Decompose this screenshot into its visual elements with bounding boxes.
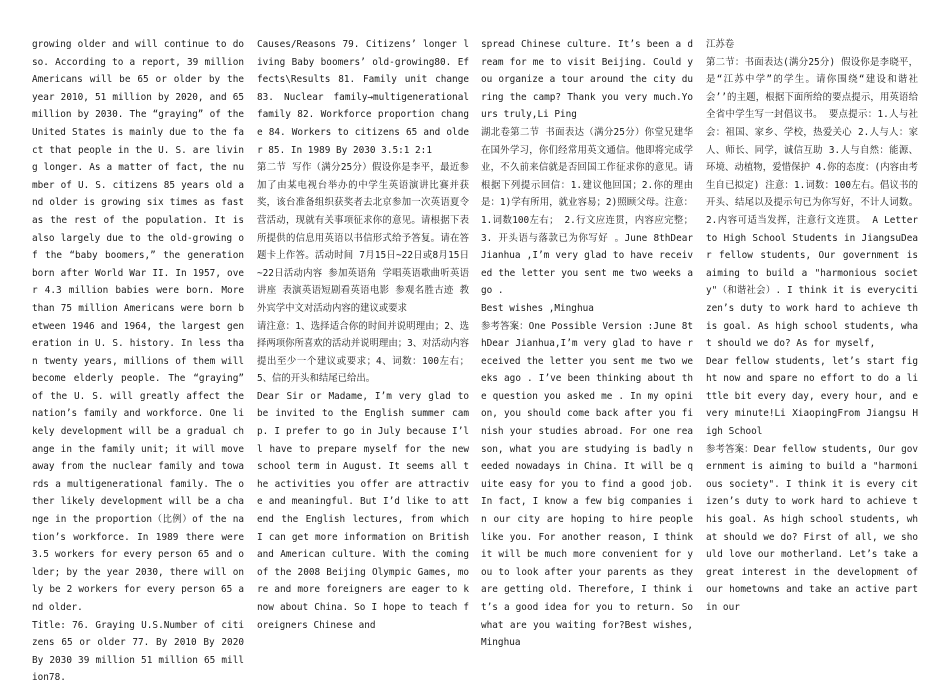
text-column-3	[481, 36, 693, 664]
paragraph: spread Chinese culture. It’s been a dream for me to visit Beijing. Could you organize a tour around the city during the camp? Thank you very much.Yours truly,Li Ping	[481, 39, 693, 121]
text-column-1	[32, 36, 244, 684]
paragraph: Best wishes ,Minghua	[481, 302, 594, 314]
text-column-2	[257, 36, 469, 664]
paragraph: 参考答案：Dear fellow students, Our government is aiming to build a "harmonious society". I think it is every citizen’s duty to work hard to achieve this goal. As high school students, what should we do? First of all, we should love our motherland. Let’s take a great interest in the development of our hometowns and take an active part in our	[706, 443, 918, 613]
paragraph: Dear Sir or Madame, I’m very glad to be invited to the English summer camp. I prefer to go in July because I’ll have to prepare myself for the new school term in August. It seems all the activities you offer are attractive and meaningful. But I’d like to attend the English lectures, from which I can get more information on British and American culture. With the coming of the 2008 Beijing Olympic Games, more and more foreigners are eager to know about China. So I hope to teach foreigners Chinese and	[257, 390, 469, 631]
section-title: 江苏卷	[706, 39, 735, 50]
paragraph: 湖北卷第二节 书面表达（满分25分）你堂兄建华在国外学习，你们经常用英文通信。他即将完成学业，不久前来信就是否回国工作征求你的意见。请根据下列提示回信：1.建议他回国；2.你的理由是：1)学有所用，就业容易；2)照顾父母。注意：1.词数100左右； 2.行文应连贯，内容应完整； 3. 开头语与落款已为你写好 。June 8thDear Jianhua ,I’m very glad to have received the letter you sent me two weeks ago .	[481, 126, 693, 297]
paragraph: Causes/Reasons 79. Citizens’ longer living Baby boomers’ old-growing80. Effects\Results 81. Family unit change 83. Nuclear family→multigenerational family 82. Workforce proportion change 84. Workers to citizens 65 and older 85. In 1989 By 2030 3.5:1 2:1	[257, 39, 469, 156]
paragraph: 参考答案：One Possible Version :June 8thDear Jianhua,I’m very glad to have received the letter you sent me two weeks ago . I’ve been thinking about the question you asked me . In my opinion, you should come back after you finish your studies abroad. For one reason, what you are studying is badly needed nowadays in China. It will be quite easy for you to find a good job. In fact, I know a few big companies in our city are hoping to hire people like you. For another reason, I think it will be much more convenient for you to look after your parents as they are getting old. Therefore, I think it’s a good idea for you to return. So what are you waiting for?Best wishes,Minghua	[481, 320, 693, 649]
paragraph: 第二节：书面表达(满分25分) 假设你是李晓平，是“江苏中学”的学生。请你围绕“建设和谐社会’’的主题，根据下面所给的要点提示，用英语给全省中学生写一封倡议书。 要点提示：1.人与社会：祖国、家乡、学校，热爱关心 2.人与人：家人、师长、同学，诚信互助 3.人与自然：能源、环境、动植物，爱惜保护 4.你的态度：(内容由考生自已拟定) 注意：1.词数：100左右。倡议书的开头、结尾以及提示句已为你写好，不计人词数。2.内容可适当发挥，注意行文连贯。 A Letter to High School Students in JiangsuDear fellow students, Our government is aiming to build a "harmonious society"（和谐社会）. I think it is everycitizen’s duty to work hard to achieve this goal. As high school students, what should we do? As for myself,	[706, 56, 918, 350]
paragraph: growing older and will continue to do so. According to a report, 39 million Americans will be 65 or older by the year 2010, 51 million by 2020, and 65 million by 2030. The “graying” of the United States is mainly due to the fact that people in the U. S. are living longer. As a matter of fact, the number of U. S. citizens 85 years old and older is growing six times as fast as the rest of the population. It is also largely due to the old-growing of the “baby boomers,” the generation born after World War II. In 1957, over 4.3 million babies were born. More than 75 million Americans were born between 1946 and 1964, the largest generation in U. S. history. In less than twenty years, millions of them will become elderly people. The “graying” of the U. S. will greatly affect the nation’s family and workforce. One likely development will be a gradual change in the family unit; it will move away from the nuclear family and towards a multigenerational family. The other likely development will be a change in the proportion（比例）of the nation’s workforce. In 1989 there were 3.5 workers for every person 65 and older; by the year 2030, there will only be 2 workers for every person 65 and older.	[32, 39, 244, 613]
text-column-4	[706, 36, 918, 664]
paragraph: Title: 76. Graying U.S.Number of citizens 65 or older 77. By 2010 By 2020 By 2030 39 million 51 million 65 million78.	[32, 619, 244, 684]
paragraph: Dear fellow students, let’s start fight now and spare no effort to do a little bit every day, every hour, and every minute!Li XiaopingFrom Jiangsu High School	[706, 355, 918, 438]
paragraph: 请注意：1、选择适合你的时间并说明理由；2、选择两项你所喜欢的活动并说明理由；3、对活动内容提出至少一个建议或要求；4、词数：100左右；5、信的开头和结尾已给出。	[257, 320, 469, 385]
paragraph: 第二节 写作（满分25分）假设你是李平，最近参加了由某电视台举办的中学生英语演讲比赛并获奖，该台准备组织获奖者去北京参加一次英语夏令营活动，现就有关事项征求你的意见。请根据下表所提供的信息用英语以书信形式给予答复。请在答题卡上作答。活动时间 7月15日~22日或8月15日~22日活动内容 参加英语角 学唱英语歌曲听英语讲座 表演英语短剧看英语电影 参观名胜古迹 教外宾学中文对活动内容的建议或要求	[257, 162, 469, 314]
